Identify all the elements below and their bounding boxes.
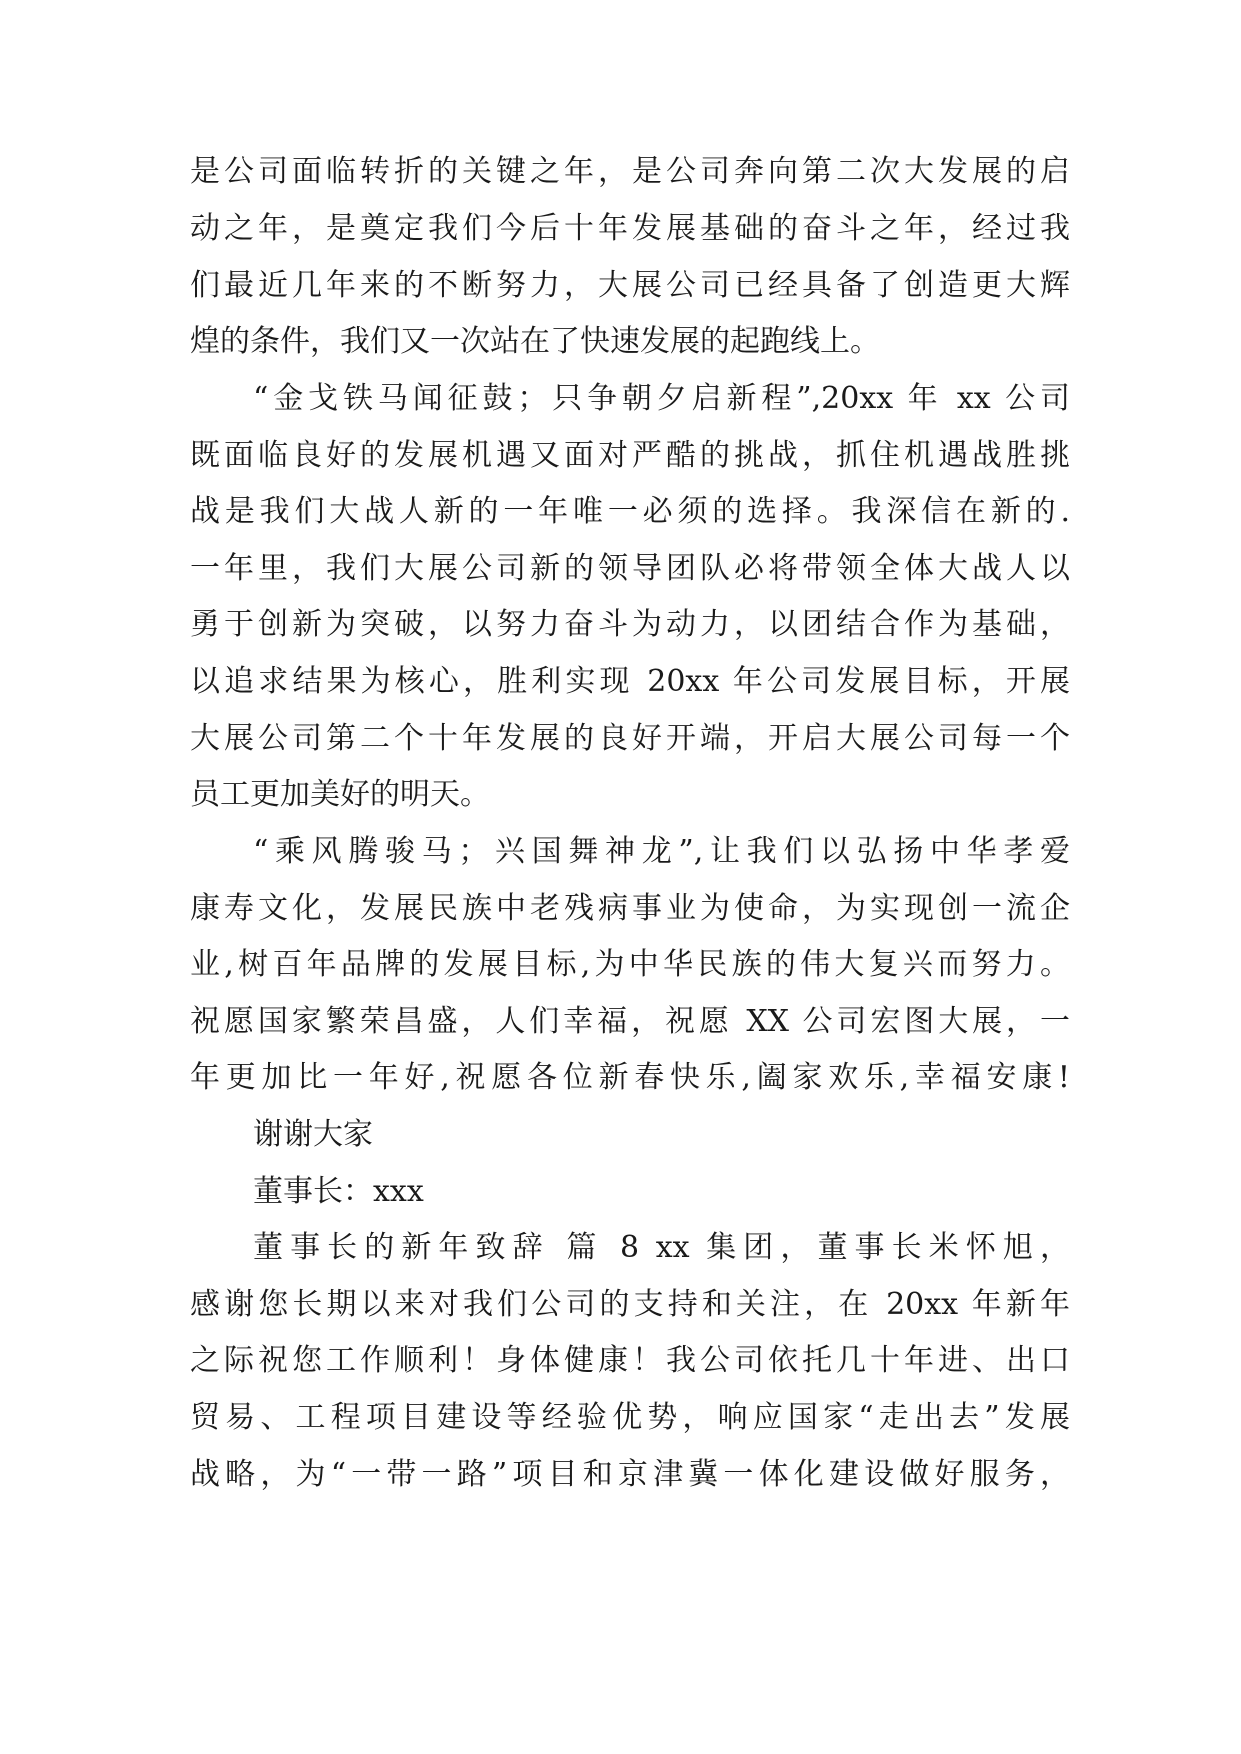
text-line: 以追求结果为核心，胜利实现 20xx 年公司发展目标，开展 — [190, 664, 1070, 699]
paragraph-first-line: “金戈铁马闻征鼓；只争朝夕启新程”,20xx 年 xx 公司 — [253, 381, 1070, 416]
text-line: 动之年，是奠定我们今后十年发展基础的奋斗之年，经过我 — [190, 211, 1070, 246]
text-line: 大展公司第二个十年发展的良好开端，开启大展公司每一个 — [190, 721, 1070, 756]
text-line: 感谢您长期以来对我们公司的支持和关注，在 20xx 年新年 — [190, 1287, 1070, 1322]
text-line: 勇于创新为突破，以努力奋斗为动力，以团结合作为基础， — [190, 607, 1070, 642]
text-line: 一年里，我们大展公司新的领导团队必将带领全体大战人以 — [190, 551, 1070, 586]
text-line: 煌的条件，我们又一次站在了快速发展的起跑线上。 — [190, 324, 880, 359]
text-line: 是公司面临转折的关键之年，是公司奔向第二次大发展的启 — [190, 154, 1070, 189]
text-line: 祝愿国家繁荣昌盛，人们幸福，祝愿 XX 公司宏图大展，一 — [190, 1004, 1070, 1039]
text-line: 员工更加美好的明天。 — [190, 777, 490, 812]
text-line: 们最近几年来的不断努力，大展公司已经具备了创造更大辉 — [190, 268, 1070, 303]
signature-line: 董事长：xxx — [253, 1174, 424, 1209]
text-line: 既面临良好的发展机遇又面对严酷的挑战，抓住机遇战胜挑 — [190, 438, 1070, 473]
text-line: 业,树百年品牌的发展目标,为中华民族的伟大复兴而努力。 — [190, 947, 1070, 982]
section-heading-line: 董事长的新年致辞 篇 8 xx 集团，董事长米怀旭， — [253, 1230, 1070, 1265]
text-line: 年更加比一年好,祝愿各位新春快乐,阖家欢乐,幸福安康! — [190, 1060, 1070, 1095]
text-line: 康寿文化，发展民族中老残病事业为使命，为实现创一流企 — [190, 891, 1070, 926]
paragraph-first-line: “乘风腾骏马；兴国舞神龙”,让我们以弘扬中华孝爱 — [253, 834, 1070, 869]
text-line: 之际祝您工作顺利！身体健康！我公司依托几十年进、出口 — [190, 1343, 1070, 1378]
text-line: 战略，为“一带一路”项目和京津冀一体化建设做好服务， — [190, 1457, 1070, 1492]
text-line: 贸易、工程项目建设等经验优势，响应国家“走出去”发展 — [190, 1400, 1070, 1435]
thanks-line: 谢谢大家 — [253, 1117, 373, 1152]
text-line: 战是我们大战人新的一年唯一必须的选择。我深信在新的. — [190, 494, 1070, 529]
